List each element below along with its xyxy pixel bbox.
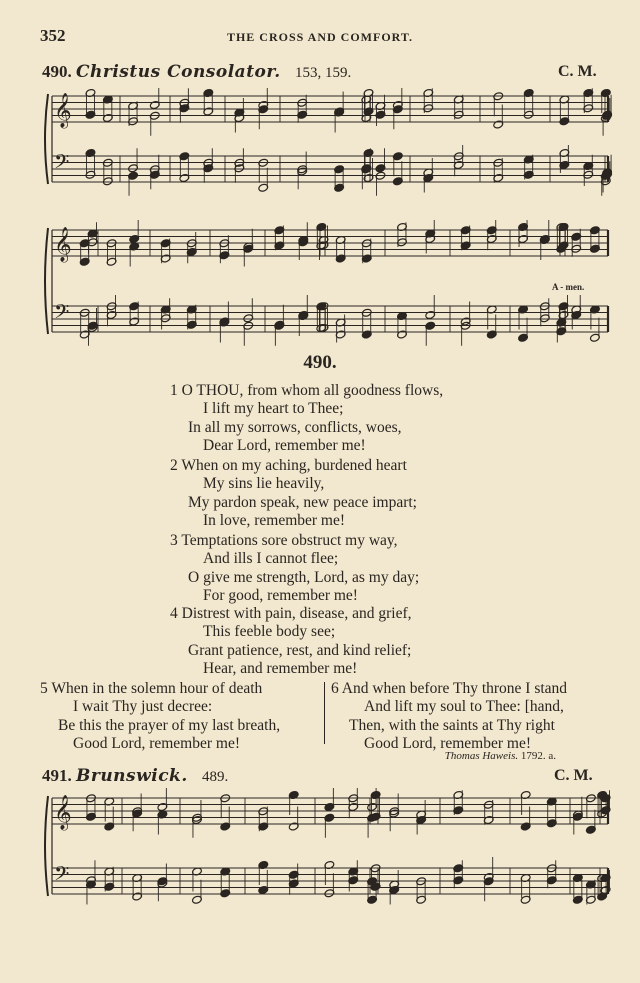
music-system-3 bbox=[40, 788, 615, 918]
stanza-line: Good Lord, remember me! bbox=[364, 735, 531, 753]
stanza-line: Grant patience, rest, and kind relief; bbox=[188, 641, 412, 659]
column-divider bbox=[324, 682, 325, 744]
treble-clef: 𝄞 bbox=[54, 227, 72, 262]
stanza-line: Distrest with pain, disease, and grief, bbox=[181, 605, 412, 622]
tune-490-name: Christus Consolator. bbox=[76, 62, 281, 82]
stanza-line: Temptations sore obstruct my way, bbox=[181, 532, 398, 549]
stanza-line: Good Lord, remember me! bbox=[73, 735, 240, 753]
stanza-6 bbox=[331, 680, 567, 754]
amen-label: A - men. bbox=[552, 282, 585, 292]
music-system-1 bbox=[40, 88, 615, 196]
stanza-number: 2 bbox=[170, 457, 178, 474]
stanza-line: For good, remember me! bbox=[203, 587, 358, 605]
author-year: 1792. a. bbox=[520, 750, 556, 762]
author-name: Thomas Haweis. bbox=[444, 750, 519, 762]
stanza-line: In all my sorrows, conflicts, woes, bbox=[188, 418, 402, 436]
stanza-line: My sins lie heavily, bbox=[203, 475, 325, 493]
stanza-2 bbox=[170, 457, 417, 531]
brace bbox=[45, 228, 48, 334]
stanza-number: 5 bbox=[40, 680, 48, 697]
stanza-line: I lift my heart to Thee; bbox=[203, 400, 344, 418]
stanza-number: 4 bbox=[170, 605, 178, 622]
page-number: 352 bbox=[40, 26, 66, 45]
stanza-1 bbox=[170, 382, 443, 456]
stanza-line: And when before Thy throne I stand bbox=[341, 680, 568, 697]
stanza-line: When on my aching, burdened heart bbox=[181, 457, 407, 474]
hymn-number: 490. bbox=[303, 352, 337, 373]
tune-491-name: Brunswick. bbox=[76, 766, 188, 786]
tune-490-number: 490. bbox=[42, 62, 72, 81]
stanza-line: Then, with the saints at Thy right bbox=[349, 716, 555, 734]
stanza-line: O give me strength, Lord, as my day; bbox=[188, 568, 420, 586]
hymn-author bbox=[445, 750, 556, 762]
stanza-line: This feeble body see; bbox=[203, 623, 336, 641]
stanza-line: I wait Thy just decree: bbox=[73, 698, 213, 716]
running-head: THE CROSS AND COMFORT. bbox=[226, 30, 414, 44]
tune-491-meter: C. M. bbox=[554, 767, 593, 784]
stanza-3 bbox=[170, 532, 419, 606]
brace bbox=[45, 94, 48, 184]
stanza-line: O THOU, from whom all goodness flows, bbox=[181, 382, 444, 399]
treble-clef: 𝄞 bbox=[54, 93, 72, 128]
tune-491-number: 491. bbox=[42, 766, 72, 785]
stanza-line: My pardon speak, new peace impart; bbox=[188, 493, 417, 511]
stanza-number: 3 bbox=[170, 532, 178, 549]
tune-491-refs: 489. bbox=[202, 769, 229, 785]
stanza-line: Hear, and remember me! bbox=[203, 660, 358, 678]
stanza-line: And ills I cannot flee; bbox=[203, 550, 339, 568]
bass-clef: 𝄢 bbox=[54, 862, 70, 890]
stanza-number: 6 bbox=[331, 680, 339, 697]
bass-clef: 𝄢 bbox=[54, 150, 70, 178]
tune-490-heading bbox=[42, 62, 351, 82]
stanza-4 bbox=[170, 605, 411, 679]
tune-491-heading bbox=[42, 766, 228, 786]
tune-490-refs: 153, 159. bbox=[294, 65, 352, 81]
stanza-5 bbox=[40, 680, 280, 754]
tune-490-meter: C. M. bbox=[558, 63, 597, 80]
music-system-2 bbox=[40, 220, 615, 348]
stanza-line: In love, remember me! bbox=[203, 512, 346, 530]
bass-clef: 𝄢 bbox=[54, 300, 70, 328]
stanza-line: When in the solemn hour of death bbox=[51, 680, 263, 697]
brace bbox=[45, 796, 48, 896]
stanza-line: Be this the prayer of my last breath, bbox=[58, 716, 281, 734]
stanza-number: 1 bbox=[170, 382, 178, 399]
stanza-line: And lift my soul to Thee: [hand, bbox=[364, 698, 564, 716]
treble-clef: 𝄞 bbox=[54, 795, 72, 830]
stanza-line: Dear Lord, remember me! bbox=[203, 437, 366, 455]
